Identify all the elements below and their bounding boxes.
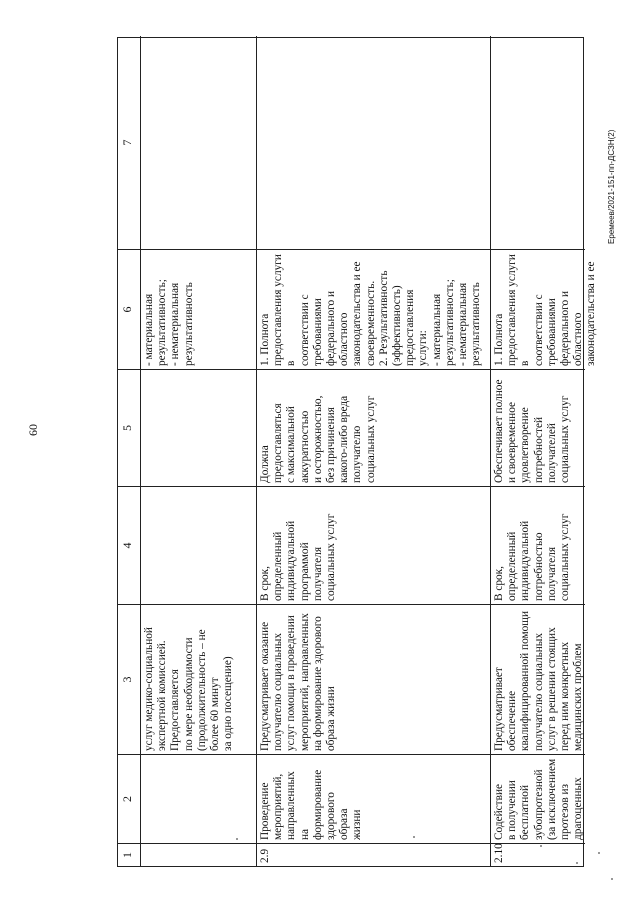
row-2-9-term: В срок, определенный индивидуальной программой получателя социальных услуг — [257, 486, 491, 604]
header-col-7: 7 — [118, 36, 141, 249]
row-2-10-term: В срок, определенный индивидуальной потребностью получателя социальных услуг — [491, 486, 585, 604]
row-continued-description: услуг медико-социальной экспертной комиссией. Предоставляется по мере необходимости (продолжительность – не более 60 минут за одно посещение) — [141, 604, 257, 754]
header-col-6: 6 — [118, 249, 141, 369]
row-2-9-col-7 — [257, 36, 491, 249]
header-col-5: 5 — [118, 369, 141, 486]
row-continued-service-name — [141, 754, 257, 843]
scan-speck — [611, 878, 613, 880]
services-table — [117, 37, 598, 867]
row-continued-col-7 — [141, 36, 257, 249]
row-2-9-conditions: Должна предоставляться с максимальной аккуратностью и осторожностью, без причинения какого-либо вреда получателю социальных услуг — [257, 369, 491, 486]
page-number: 60 — [26, 424, 40, 436]
scan-speck — [576, 862, 578, 864]
row-continued-conditions — [141, 369, 257, 486]
row-2-9-number: 2.9 — [257, 843, 491, 866]
scan-speck — [540, 845, 542, 847]
row-2-10-number: 2.10 — [491, 843, 585, 866]
scan-speck — [598, 852, 600, 854]
header-col-3: 3 — [118, 604, 141, 754]
scan-speck — [236, 838, 238, 840]
header-col-2: 2 — [118, 754, 141, 843]
row-2-10-col-7 — [491, 36, 585, 249]
header-col-4: 4 — [118, 486, 141, 604]
row-2-9-quality-indicators: 1. Полнота предоставления услуги в соответствии с требованиями федерального и областного законодательства и ее своевременность. 2. Результативность (эффективность) предоставления услуги: - материальная результативность; - нематериальная результативность — [257, 249, 491, 369]
document-code: Еремеев/2021-151-пп-ДСЗН(2) — [607, 129, 616, 244]
row-2-9-description: Предусматривает оказание получателю социальных услуг помощи в проведении мероприятий, направленных на формирование здорового образа жизни — [257, 604, 491, 754]
row-2-10-quality-indicators: 1. Полнота предоставления услуги в соответствии с требованиями федерального и областного законодательства и ее — [491, 249, 585, 369]
row-continued-term — [141, 486, 257, 604]
row-continued-number — [141, 843, 257, 866]
row-continued-quality-indicators: - материальная результативность; - нематериальная результативность — [141, 249, 257, 369]
header-col-1: 1 — [118, 843, 141, 866]
scan-speck — [413, 836, 415, 838]
row-2-10-conditions: Обеспечивает полное и своевременное удовлетворение потребностей получателей социальных услуг — [491, 369, 585, 486]
row-2-9-service-name: Проведение мероприятий, направленных на формирование здорового образа жизни — [257, 754, 491, 843]
row-2-10-service-name: Содействие в получении бесплатной зубопротезной (за исключением протезов из драгоценных — [491, 754, 585, 843]
row-2-10-description: Предусматривает обеспечение квалифицированной помощи получателю социальных услуг в решении стоящих перед ним конкретных медицинских проблем — [491, 604, 585, 754]
